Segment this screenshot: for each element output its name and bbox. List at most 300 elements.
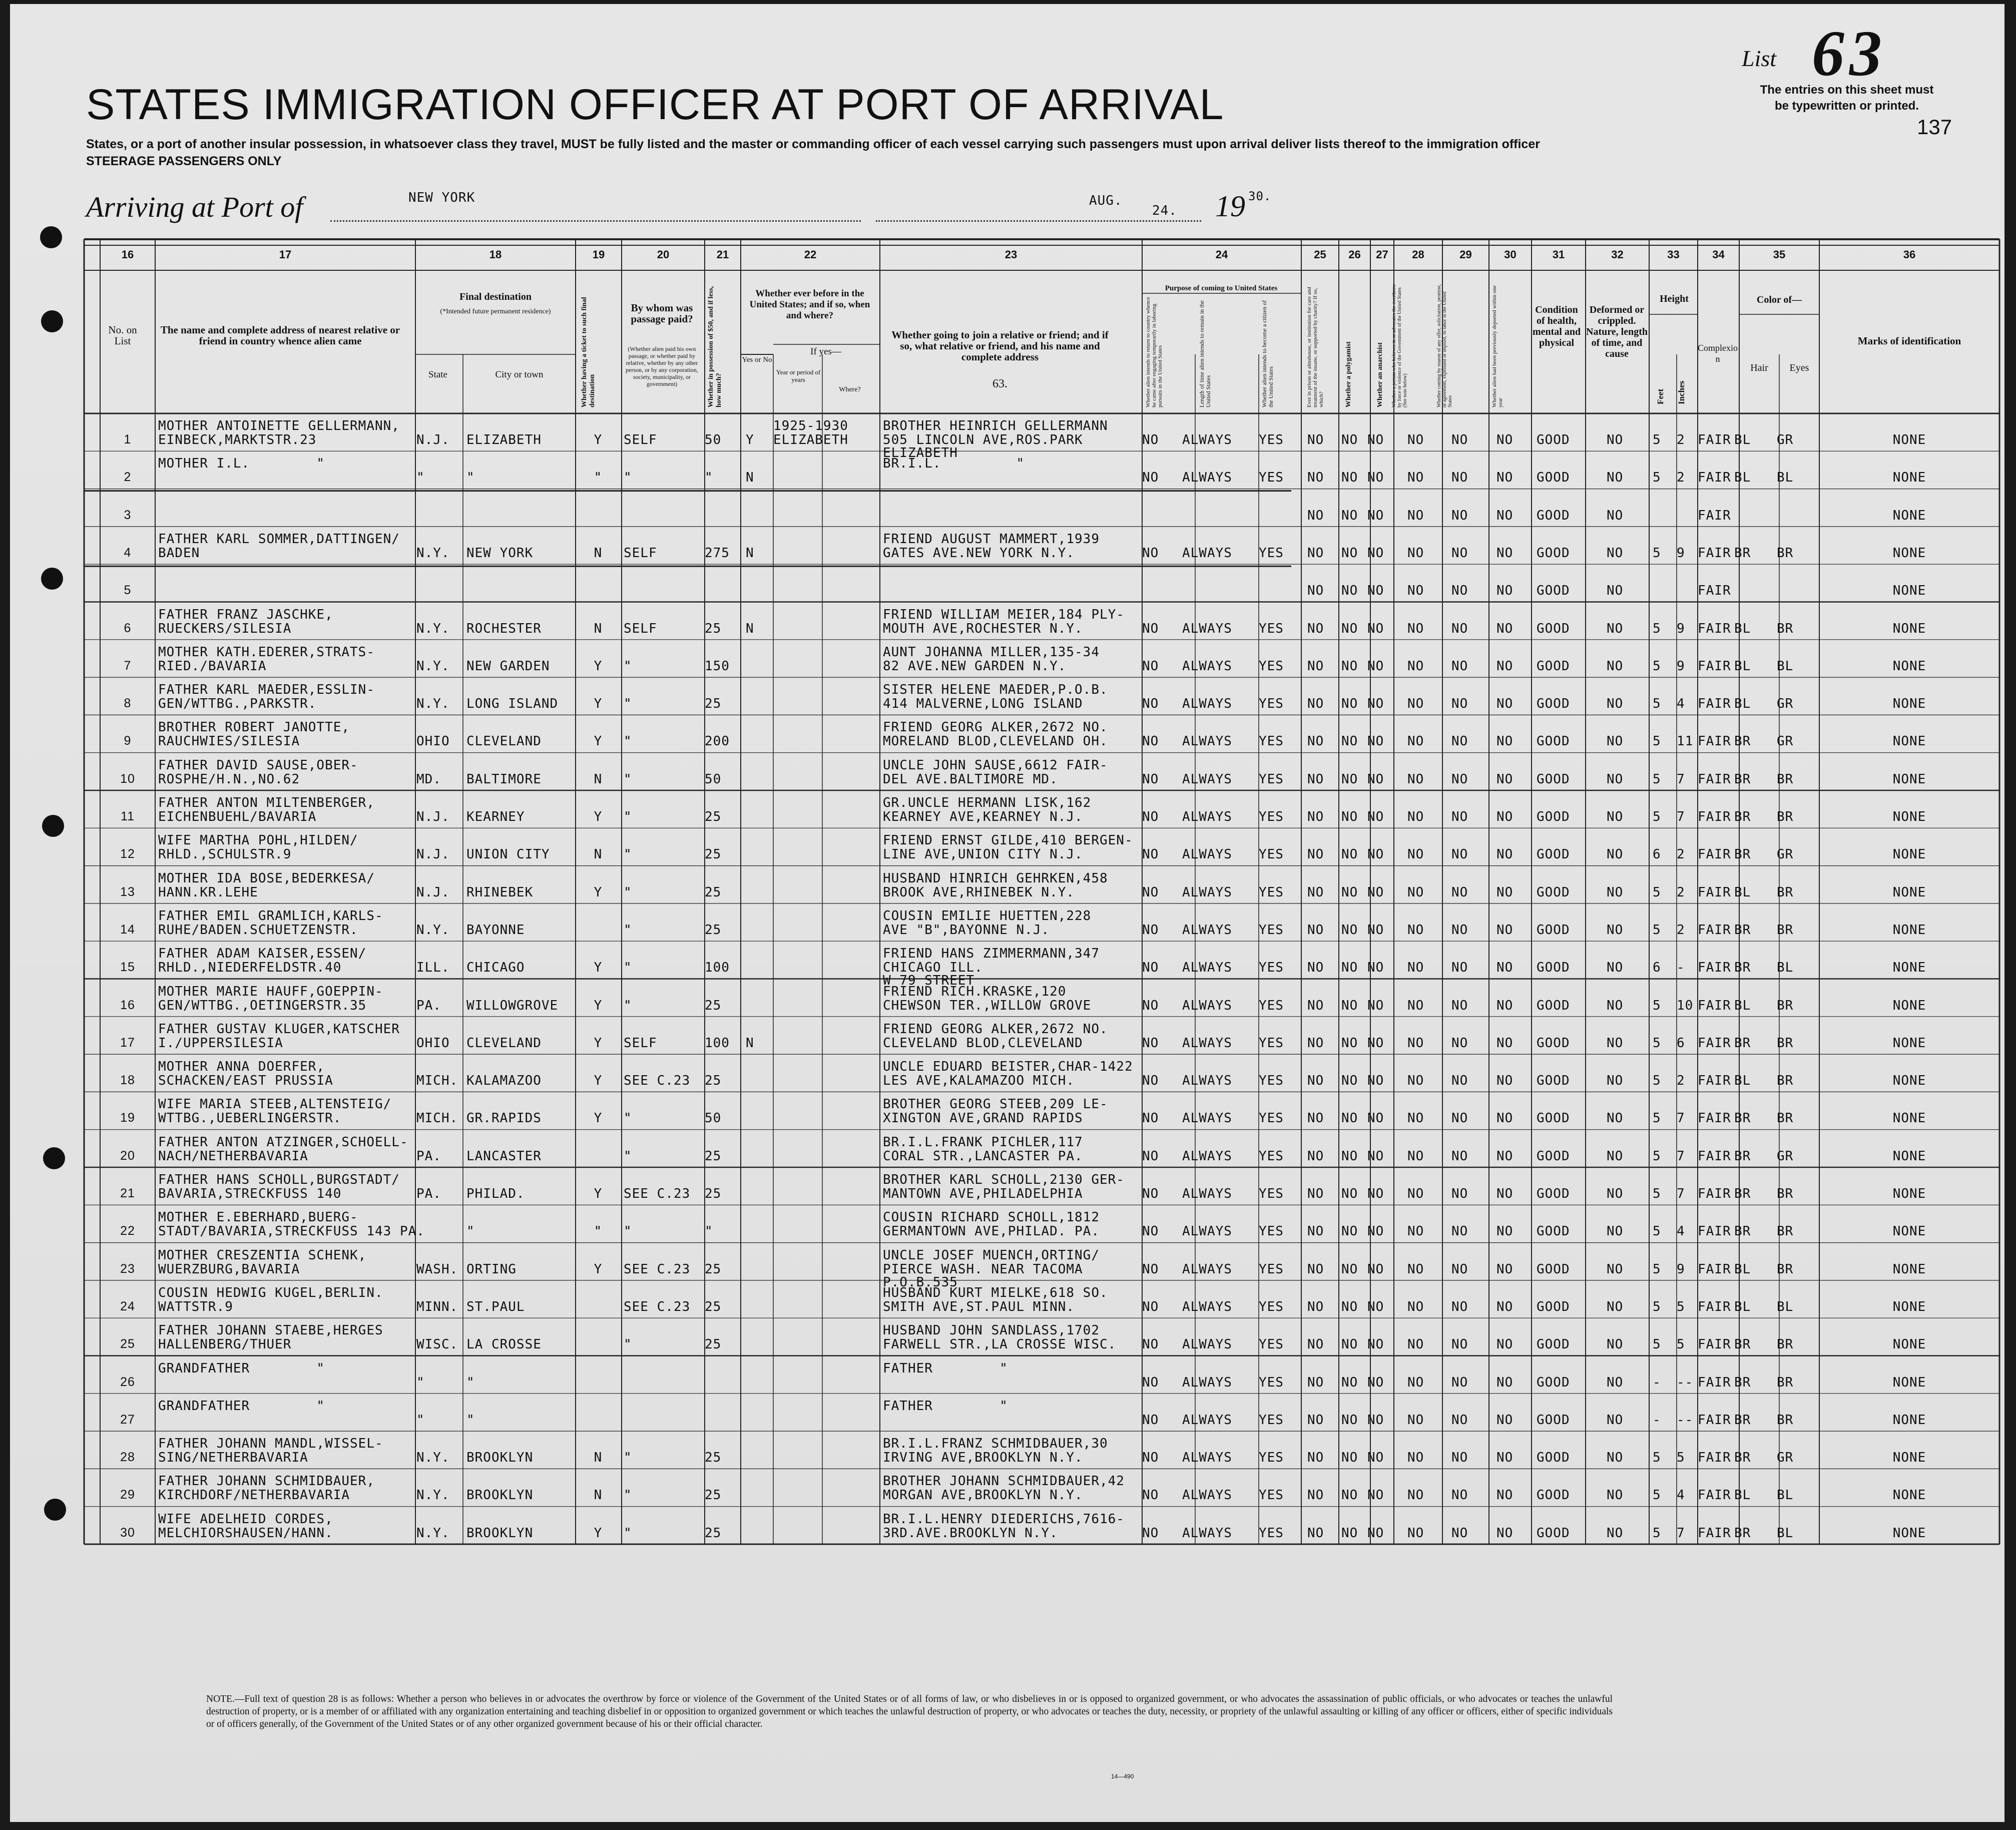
health-value: GOOD bbox=[1537, 884, 1570, 900]
join-line-1: FRIEND RICH.KRASKE,120 bbox=[883, 984, 1067, 999]
marks-value: NONE bbox=[1892, 734, 1926, 749]
q-c26: NO bbox=[1341, 1525, 1358, 1541]
health-value: GOOD bbox=[1537, 658, 1570, 674]
health-value: GOOD bbox=[1537, 583, 1570, 599]
citizen-value: YES bbox=[1259, 809, 1284, 824]
join-line-1: BROTHER KARL SCHOLL,2130 GER- bbox=[883, 1172, 1125, 1187]
header-join-relative: Whether going to join a relative or friend; and if so, what relative or friend, and his name and complete address bbox=[891, 329, 1109, 363]
complexion-value: FAIR bbox=[1698, 621, 1731, 636]
health-value: GOOD bbox=[1537, 998, 1570, 1013]
eyes-value: BR bbox=[1777, 1111, 1794, 1126]
length-value: ALWAYS bbox=[1182, 1337, 1232, 1352]
citizen-value: YES bbox=[1259, 621, 1284, 636]
ticket-value: Y bbox=[594, 1073, 603, 1089]
deformed-value: NO bbox=[1607, 771, 1624, 787]
relative-line-1: COUSIN HEDWIG KUGEL,BERLIN. bbox=[158, 1285, 383, 1300]
height-inches: 2 bbox=[1677, 1073, 1685, 1089]
relative-line-2: RIED./BAVARIA bbox=[158, 658, 267, 674]
q-c26: NO bbox=[1341, 734, 1358, 749]
q-c29: NO bbox=[1451, 771, 1468, 787]
height-feet: 5 bbox=[1653, 658, 1661, 674]
q-c25: NO bbox=[1307, 809, 1324, 824]
join-line-2: MORGAN AVE,BROOKLYN N.Y. bbox=[883, 1488, 1083, 1503]
height-inches: -- bbox=[1677, 1412, 1694, 1428]
complexion-value: FAIR bbox=[1698, 545, 1731, 561]
paid-by-value: SELF bbox=[624, 1035, 657, 1051]
q-c29: NO bbox=[1451, 696, 1468, 712]
header-inches: Inches bbox=[1677, 380, 1686, 404]
deformed-value: NO bbox=[1607, 696, 1624, 712]
hair-value: BR bbox=[1734, 847, 1751, 862]
q-c26: NO bbox=[1341, 432, 1358, 447]
join-line-2: LINE AVE,UNION CITY N.J. bbox=[883, 847, 1083, 862]
dest-state: PA. bbox=[416, 998, 441, 1013]
dest-city: ROCHESTER bbox=[466, 621, 542, 636]
marks-value: NONE bbox=[1892, 1412, 1926, 1428]
join-line-2: AVE "B",BAYONNE N.J. bbox=[883, 922, 1050, 938]
length-value: ALWAYS bbox=[1182, 1450, 1232, 1466]
eyes-value: BR bbox=[1777, 545, 1794, 561]
relative-line-2: GEN/WTTBG.,PARKSTR. bbox=[158, 696, 317, 712]
row-number: 10 bbox=[120, 771, 135, 786]
eyes-value: GR bbox=[1777, 1148, 1794, 1164]
column-number: 18 bbox=[489, 248, 502, 261]
row-number: 25 bbox=[120, 1337, 135, 1351]
q-c27: NO bbox=[1367, 1073, 1384, 1089]
q-c25: NO bbox=[1307, 998, 1324, 1013]
money-value: 25 bbox=[705, 1450, 722, 1466]
health-value: GOOD bbox=[1537, 1111, 1570, 1126]
money-value: 25 bbox=[705, 1186, 722, 1201]
health-value: GOOD bbox=[1537, 1337, 1570, 1352]
q-c28: NO bbox=[1407, 1261, 1424, 1277]
health-value: GOOD bbox=[1537, 545, 1570, 561]
health-value: GOOD bbox=[1537, 1073, 1570, 1089]
join-line-1: BROTHER HEINRICH GELLERMANN bbox=[883, 418, 1108, 433]
dest-state: WISC. bbox=[416, 1337, 458, 1352]
header-anarchist: Whether an anarchist bbox=[1376, 342, 1384, 407]
complexion-value: FAIR bbox=[1698, 1224, 1731, 1239]
q-c27: NO bbox=[1367, 1488, 1384, 1503]
complexion-value: FAIR bbox=[1698, 1488, 1731, 1503]
paid-by-value: " bbox=[624, 470, 632, 486]
hair-value: BR bbox=[1734, 1148, 1751, 1164]
header-city: City or town bbox=[495, 369, 544, 380]
relative-line-1: FATHER HANS SCHOLL,BURGSTADT/ bbox=[158, 1172, 400, 1187]
relative-line-1: FATHER JOHANN SCHMIDBAUER, bbox=[158, 1474, 375, 1489]
height-inches: 9 bbox=[1677, 545, 1685, 561]
q-c29: NO bbox=[1451, 1224, 1468, 1239]
relative-line-1: FATHER ANTON MILTENBERGER, bbox=[158, 795, 375, 810]
q-c28: NO bbox=[1407, 658, 1424, 674]
eyes-value: BR bbox=[1777, 1224, 1794, 1239]
page-number: 137 bbox=[1917, 115, 1952, 139]
q-c26: NO bbox=[1341, 1073, 1358, 1089]
column-number: 23 bbox=[1004, 248, 1018, 261]
q-c29: NO bbox=[1451, 1412, 1468, 1428]
money-value: 25 bbox=[705, 1299, 722, 1314]
dest-state: PA. bbox=[416, 1186, 441, 1201]
header-paid-by: By whom was passage paid? bbox=[631, 302, 693, 325]
ever-before-value: N bbox=[746, 545, 754, 561]
eyes-value: BR bbox=[1777, 1035, 1794, 1051]
relative-line-2: MELCHIORSHAUSEN/HANN. bbox=[158, 1525, 333, 1541]
height-inches: 2 bbox=[1677, 847, 1685, 862]
q-c29: NO bbox=[1451, 847, 1468, 862]
return-value: NO bbox=[1142, 1186, 1159, 1201]
header-no-on-list: No. on List bbox=[108, 324, 137, 347]
date-day: 24. bbox=[1152, 203, 1177, 218]
row-number: 2 bbox=[124, 470, 132, 485]
q-c27: NO bbox=[1367, 470, 1384, 486]
hair-value: BL bbox=[1734, 696, 1751, 712]
dest-state: N.Y. bbox=[416, 621, 450, 636]
dest-city: BROOKLYN bbox=[466, 1488, 534, 1503]
deformed-value: NO bbox=[1607, 922, 1624, 938]
relative-line-1: WIFE ADELHEID CORDES, bbox=[158, 1511, 333, 1527]
length-value: ALWAYS bbox=[1182, 658, 1232, 674]
relative-line-2: I./UPPERSILESIA bbox=[158, 1035, 283, 1051]
hair-value: BL bbox=[1734, 1261, 1751, 1277]
height-feet: - bbox=[1653, 1412, 1661, 1428]
q-c25: NO bbox=[1307, 621, 1324, 636]
q-c25: NO bbox=[1307, 1186, 1324, 1201]
column-number: 16 bbox=[121, 248, 134, 261]
marks-value: NONE bbox=[1892, 960, 1926, 976]
citizen-value: YES bbox=[1259, 771, 1284, 787]
length-value: ALWAYS bbox=[1182, 734, 1232, 749]
complexion-value: FAIR bbox=[1698, 734, 1731, 749]
height-inches: 7 bbox=[1677, 809, 1685, 824]
q-c30: NO bbox=[1496, 1224, 1514, 1239]
relative-line-1: MOTHER KATH.EDERER,STRATS- bbox=[158, 644, 375, 660]
money-value: 25 bbox=[705, 998, 722, 1013]
deformed-value: NO bbox=[1607, 545, 1624, 561]
dest-city: CLEVELAND bbox=[466, 1035, 542, 1051]
join-line-2: LES AVE,KALAMAZOO MICH. bbox=[883, 1073, 1075, 1089]
join-line-1: AUNT JOHANNA MILLER,135-34 bbox=[883, 644, 1100, 660]
column-number: 36 bbox=[1903, 248, 1916, 261]
length-value: ALWAYS bbox=[1182, 1035, 1232, 1051]
q-c29: NO bbox=[1451, 1186, 1468, 1201]
q-c27: NO bbox=[1367, 1148, 1384, 1164]
money-value: 25 bbox=[705, 884, 722, 900]
height-inches: 6 bbox=[1677, 1035, 1685, 1051]
header-color-of: Color of— bbox=[1756, 294, 1802, 305]
money-value: " bbox=[705, 470, 713, 486]
eyes-value: BL bbox=[1777, 470, 1794, 486]
complexion-value: FAIR bbox=[1698, 432, 1731, 447]
q-c29: NO bbox=[1451, 884, 1468, 900]
eyes-value: BR bbox=[1777, 1412, 1794, 1428]
q-c28: NO bbox=[1407, 1073, 1424, 1089]
q-c28: NO bbox=[1407, 1375, 1424, 1390]
header-feet: Feet bbox=[1656, 388, 1665, 404]
header-ticket: Whether having a ticket to such final destination bbox=[581, 297, 596, 407]
length-value: ALWAYS bbox=[1182, 1412, 1232, 1428]
return-value: NO bbox=[1142, 432, 1159, 447]
complexion-value: FAIR bbox=[1698, 1412, 1731, 1428]
join-line-1: COUSIN EMILIE HUETTEN,228 bbox=[883, 908, 1092, 924]
hair-value: BL bbox=[1734, 621, 1751, 636]
q-c28: NO bbox=[1407, 734, 1424, 749]
paid-by-value: " bbox=[624, 734, 632, 749]
join-line-1: BROTHER JOHANN SCHMIDBAUER,42 bbox=[883, 1474, 1125, 1489]
marks-value: NONE bbox=[1892, 884, 1926, 900]
height-inches: 7 bbox=[1677, 1148, 1685, 1164]
q-c28: NO bbox=[1407, 884, 1424, 900]
height-feet: 6 bbox=[1653, 847, 1661, 862]
q-c27: NO bbox=[1367, 1337, 1384, 1352]
marks-value: NONE bbox=[1892, 1261, 1926, 1277]
q-c25: NO bbox=[1307, 1337, 1324, 1352]
citizen-value: YES bbox=[1259, 1488, 1284, 1503]
q-c27: NO bbox=[1367, 1261, 1384, 1277]
complexion-value: FAIR bbox=[1698, 922, 1731, 938]
relative-line-1: MOTHER ANNA DOERFER, bbox=[158, 1059, 325, 1075]
join-line-2: CHEWSON TER.,WILLOW GROVE bbox=[883, 998, 1092, 1013]
marks-value: NONE bbox=[1892, 470, 1926, 486]
list-number: 63 bbox=[1812, 18, 1887, 90]
relative-line-2: RHLD.,NIEDERFELDSTR.40 bbox=[158, 960, 342, 976]
q-c26: NO bbox=[1341, 1337, 1358, 1352]
year-prefix: 19 bbox=[1215, 190, 1245, 223]
q-c27: NO bbox=[1367, 1299, 1384, 1314]
join-line-1: FRIEND ERNST GILDE,410 BERGEN- bbox=[883, 833, 1133, 848]
dest-state: MD. bbox=[416, 771, 441, 787]
q-c30: NO bbox=[1496, 1337, 1514, 1352]
q-c25: NO bbox=[1307, 1525, 1324, 1541]
q-c28: NO bbox=[1407, 1148, 1424, 1164]
hair-value: BR bbox=[1734, 1035, 1751, 1051]
dest-state: N.J. bbox=[416, 809, 450, 824]
eyes-value: BR bbox=[1777, 621, 1794, 636]
height-inches: 7 bbox=[1677, 771, 1685, 787]
deformed-value: NO bbox=[1607, 734, 1624, 749]
eyes-value: BL bbox=[1777, 1488, 1794, 1503]
q-c29: NO bbox=[1451, 621, 1468, 636]
column-number: 30 bbox=[1504, 248, 1517, 261]
paid-by-value: SEE C.23 bbox=[624, 1261, 691, 1277]
marks-value: NONE bbox=[1892, 1111, 1926, 1126]
length-value: ALWAYS bbox=[1182, 470, 1232, 486]
deformed-value: NO bbox=[1607, 1148, 1624, 1164]
paid-by-value: SEE C.23 bbox=[624, 1299, 691, 1314]
length-value: ALWAYS bbox=[1182, 1525, 1232, 1541]
relative-line-2: SCHACKEN/EAST PRUSSIA bbox=[158, 1073, 333, 1089]
column-number: 33 bbox=[1667, 248, 1680, 261]
return-value: NO bbox=[1142, 1111, 1159, 1126]
ticket-value: Y bbox=[594, 998, 603, 1013]
q-c25: NO bbox=[1307, 1450, 1324, 1466]
q-c28: NO bbox=[1407, 1299, 1424, 1314]
paid-by-value: " bbox=[624, 771, 632, 787]
eyes-value: GR bbox=[1777, 734, 1794, 749]
relative-line-1: FATHER ADAM KAISER,ESSEN/ bbox=[158, 946, 367, 962]
q-c26: NO bbox=[1341, 696, 1358, 712]
q-c30: NO bbox=[1496, 545, 1514, 561]
column-number: 31 bbox=[1552, 248, 1565, 261]
money-value: 25 bbox=[705, 1337, 722, 1352]
join-line-2: CHICAGO ILL. bbox=[883, 960, 983, 976]
q-c27: NO bbox=[1367, 1450, 1384, 1466]
length-value: ALWAYS bbox=[1182, 884, 1232, 900]
column-number: 24 bbox=[1215, 248, 1228, 261]
return-value: NO bbox=[1142, 1035, 1159, 1051]
health-value: GOOD bbox=[1537, 1412, 1570, 1428]
q-c25: NO bbox=[1307, 432, 1324, 447]
binder-hole bbox=[42, 815, 64, 837]
ticket-value: Y bbox=[594, 1261, 603, 1277]
hair-value: BR bbox=[1734, 1450, 1751, 1466]
join-line-1: BR.I.L. " bbox=[883, 456, 1025, 472]
q-c30: NO bbox=[1496, 960, 1514, 976]
deformed-value: NO bbox=[1607, 658, 1624, 674]
ever-before-value: Y bbox=[746, 432, 754, 447]
height-feet: 5 bbox=[1653, 734, 1661, 749]
row-number: 18 bbox=[120, 1073, 135, 1088]
health-value: GOOD bbox=[1537, 960, 1570, 976]
header-yes-no: Yes or No bbox=[742, 356, 772, 364]
return-value: NO bbox=[1142, 1450, 1159, 1466]
hair-value: BR bbox=[1734, 734, 1751, 749]
height-feet: 5 bbox=[1653, 771, 1661, 787]
height-feet: 5 bbox=[1653, 922, 1661, 938]
dest-city: ST.PAUL bbox=[466, 1299, 525, 1314]
hair-value: BR bbox=[1734, 922, 1751, 938]
complexion-value: FAIR bbox=[1698, 1337, 1731, 1352]
deformed-value: NO bbox=[1607, 1450, 1624, 1466]
relative-line-2: HANN.KR.LEHE bbox=[158, 884, 258, 900]
row-number: 5 bbox=[124, 583, 132, 598]
row-number: 29 bbox=[120, 1488, 135, 1502]
q-c29: NO bbox=[1451, 1261, 1468, 1277]
q-c28: NO bbox=[1407, 809, 1424, 824]
paid-by-value: SEE C.23 bbox=[624, 1073, 691, 1089]
column-number: 27 bbox=[1376, 248, 1388, 261]
column-number: 17 bbox=[279, 248, 292, 261]
ticket-value: N bbox=[594, 771, 603, 787]
height-inches: - bbox=[1677, 960, 1685, 976]
row-number: 19 bbox=[120, 1111, 135, 1125]
column-number: 35 bbox=[1773, 248, 1786, 261]
ticket-value: Y bbox=[594, 1186, 603, 1201]
column-number: 22 bbox=[804, 248, 817, 261]
dest-city: CLEVELAND bbox=[466, 734, 542, 749]
q-c26: NO bbox=[1341, 621, 1358, 636]
eyes-value: GR bbox=[1777, 696, 1794, 712]
ticket-value: Y bbox=[594, 809, 603, 824]
health-value: GOOD bbox=[1537, 847, 1570, 862]
join-line-1: UNCLE JOHN SAUSE,6612 FAIR- bbox=[883, 757, 1108, 773]
relative-line-2: NACH/NETHERBAVARIA bbox=[158, 1148, 308, 1164]
dest-state: MINN. bbox=[416, 1299, 458, 1314]
row-number: 8 bbox=[124, 696, 132, 711]
q-c25: NO bbox=[1307, 1261, 1324, 1277]
dest-state: MICH. bbox=[416, 1111, 458, 1126]
column-number: 21 bbox=[716, 248, 729, 261]
row-number: 12 bbox=[120, 847, 135, 861]
hair-value: BR bbox=[1734, 809, 1751, 824]
relative-line-1: FATHER KARL SOMMER,DATTINGEN/ bbox=[158, 531, 400, 547]
year-suffix: 30. bbox=[1248, 189, 1272, 203]
height-feet: 5 bbox=[1653, 621, 1661, 636]
relative-line-2: WATTSTR.9 bbox=[158, 1299, 233, 1314]
q-c30: NO bbox=[1496, 734, 1514, 749]
citizen-value: YES bbox=[1259, 1073, 1284, 1089]
join-line-2: GERMANTOWN AVE,PHILAD. PA. bbox=[883, 1224, 1100, 1239]
dest-city: CHICAGO bbox=[466, 960, 525, 976]
row-number: 21 bbox=[120, 1186, 135, 1200]
height-feet: 5 bbox=[1653, 1111, 1661, 1126]
column-number: 26 bbox=[1348, 248, 1361, 261]
row-number: 13 bbox=[120, 884, 135, 899]
join-line-1: BR.I.L.HENRY DIEDERICHS,7616- bbox=[883, 1511, 1125, 1527]
join-line-1: FATHER " bbox=[883, 1398, 1008, 1414]
q-c27: NO bbox=[1367, 545, 1384, 561]
citizen-value: YES bbox=[1259, 1299, 1284, 1314]
paid-by-value: " bbox=[624, 922, 632, 938]
ticket-value: Y bbox=[594, 960, 603, 976]
dest-state: N.J. bbox=[416, 432, 450, 447]
height-feet: 5 bbox=[1653, 1261, 1661, 1277]
complexion-value: FAIR bbox=[1698, 998, 1731, 1013]
q-c29: NO bbox=[1451, 998, 1468, 1013]
return-value: NO bbox=[1142, 771, 1159, 787]
relative-line-2: WUERZBURG,BAVARIA bbox=[158, 1261, 300, 1277]
q-c29: NO bbox=[1451, 809, 1468, 824]
dest-city: WILLOWGROVE bbox=[466, 998, 559, 1013]
return-value: NO bbox=[1142, 960, 1159, 976]
deformed-value: NO bbox=[1607, 847, 1624, 862]
eyes-value: BR bbox=[1777, 1261, 1794, 1277]
deformed-value: NO bbox=[1607, 1337, 1624, 1352]
q-c26: NO bbox=[1341, 583, 1358, 599]
q-c25: NO bbox=[1307, 734, 1324, 749]
eyes-value: BL bbox=[1777, 658, 1794, 674]
paid-by-value: " bbox=[624, 1488, 632, 1503]
complexion-value: FAIR bbox=[1698, 771, 1731, 787]
q-c25: NO bbox=[1307, 1488, 1324, 1503]
money-value: 25 bbox=[705, 922, 722, 938]
q-c27: NO bbox=[1367, 922, 1384, 938]
q-c29: NO bbox=[1451, 1111, 1468, 1126]
row-number: 15 bbox=[120, 960, 135, 975]
dest-state: " bbox=[416, 1412, 425, 1428]
row-number: 28 bbox=[120, 1450, 135, 1465]
dest-state: WASH. bbox=[416, 1261, 458, 1277]
money-value: 150 bbox=[705, 658, 730, 674]
complexion-value: FAIR bbox=[1698, 696, 1731, 712]
relative-line-1: FATHER FRANZ JASCHKE, bbox=[158, 607, 333, 622]
header-eyes: Eyes bbox=[1789, 362, 1809, 373]
relative-line-1: GRANDFATHER " bbox=[158, 1360, 325, 1376]
paid-by-value: SELF bbox=[624, 432, 657, 447]
marks-value: NONE bbox=[1892, 771, 1926, 787]
health-value: GOOD bbox=[1537, 470, 1570, 486]
header-years: Year or period of years bbox=[776, 368, 821, 383]
citizen-value: YES bbox=[1259, 470, 1284, 486]
header-length-stay: Length of time alien intends to remain in the United States bbox=[1198, 300, 1212, 407]
complexion-value: FAIR bbox=[1698, 508, 1731, 523]
length-value: ALWAYS bbox=[1182, 1375, 1232, 1390]
relative-line-1: FATHER ANTON ATZINGER,SCHOELL- bbox=[158, 1134, 408, 1150]
health-value: GOOD bbox=[1537, 508, 1570, 523]
deformed-value: NO bbox=[1607, 508, 1624, 523]
header-marks: Marks of identification bbox=[1857, 335, 1961, 347]
deformed-value: NO bbox=[1607, 1299, 1624, 1314]
q-c27: NO bbox=[1367, 998, 1384, 1013]
